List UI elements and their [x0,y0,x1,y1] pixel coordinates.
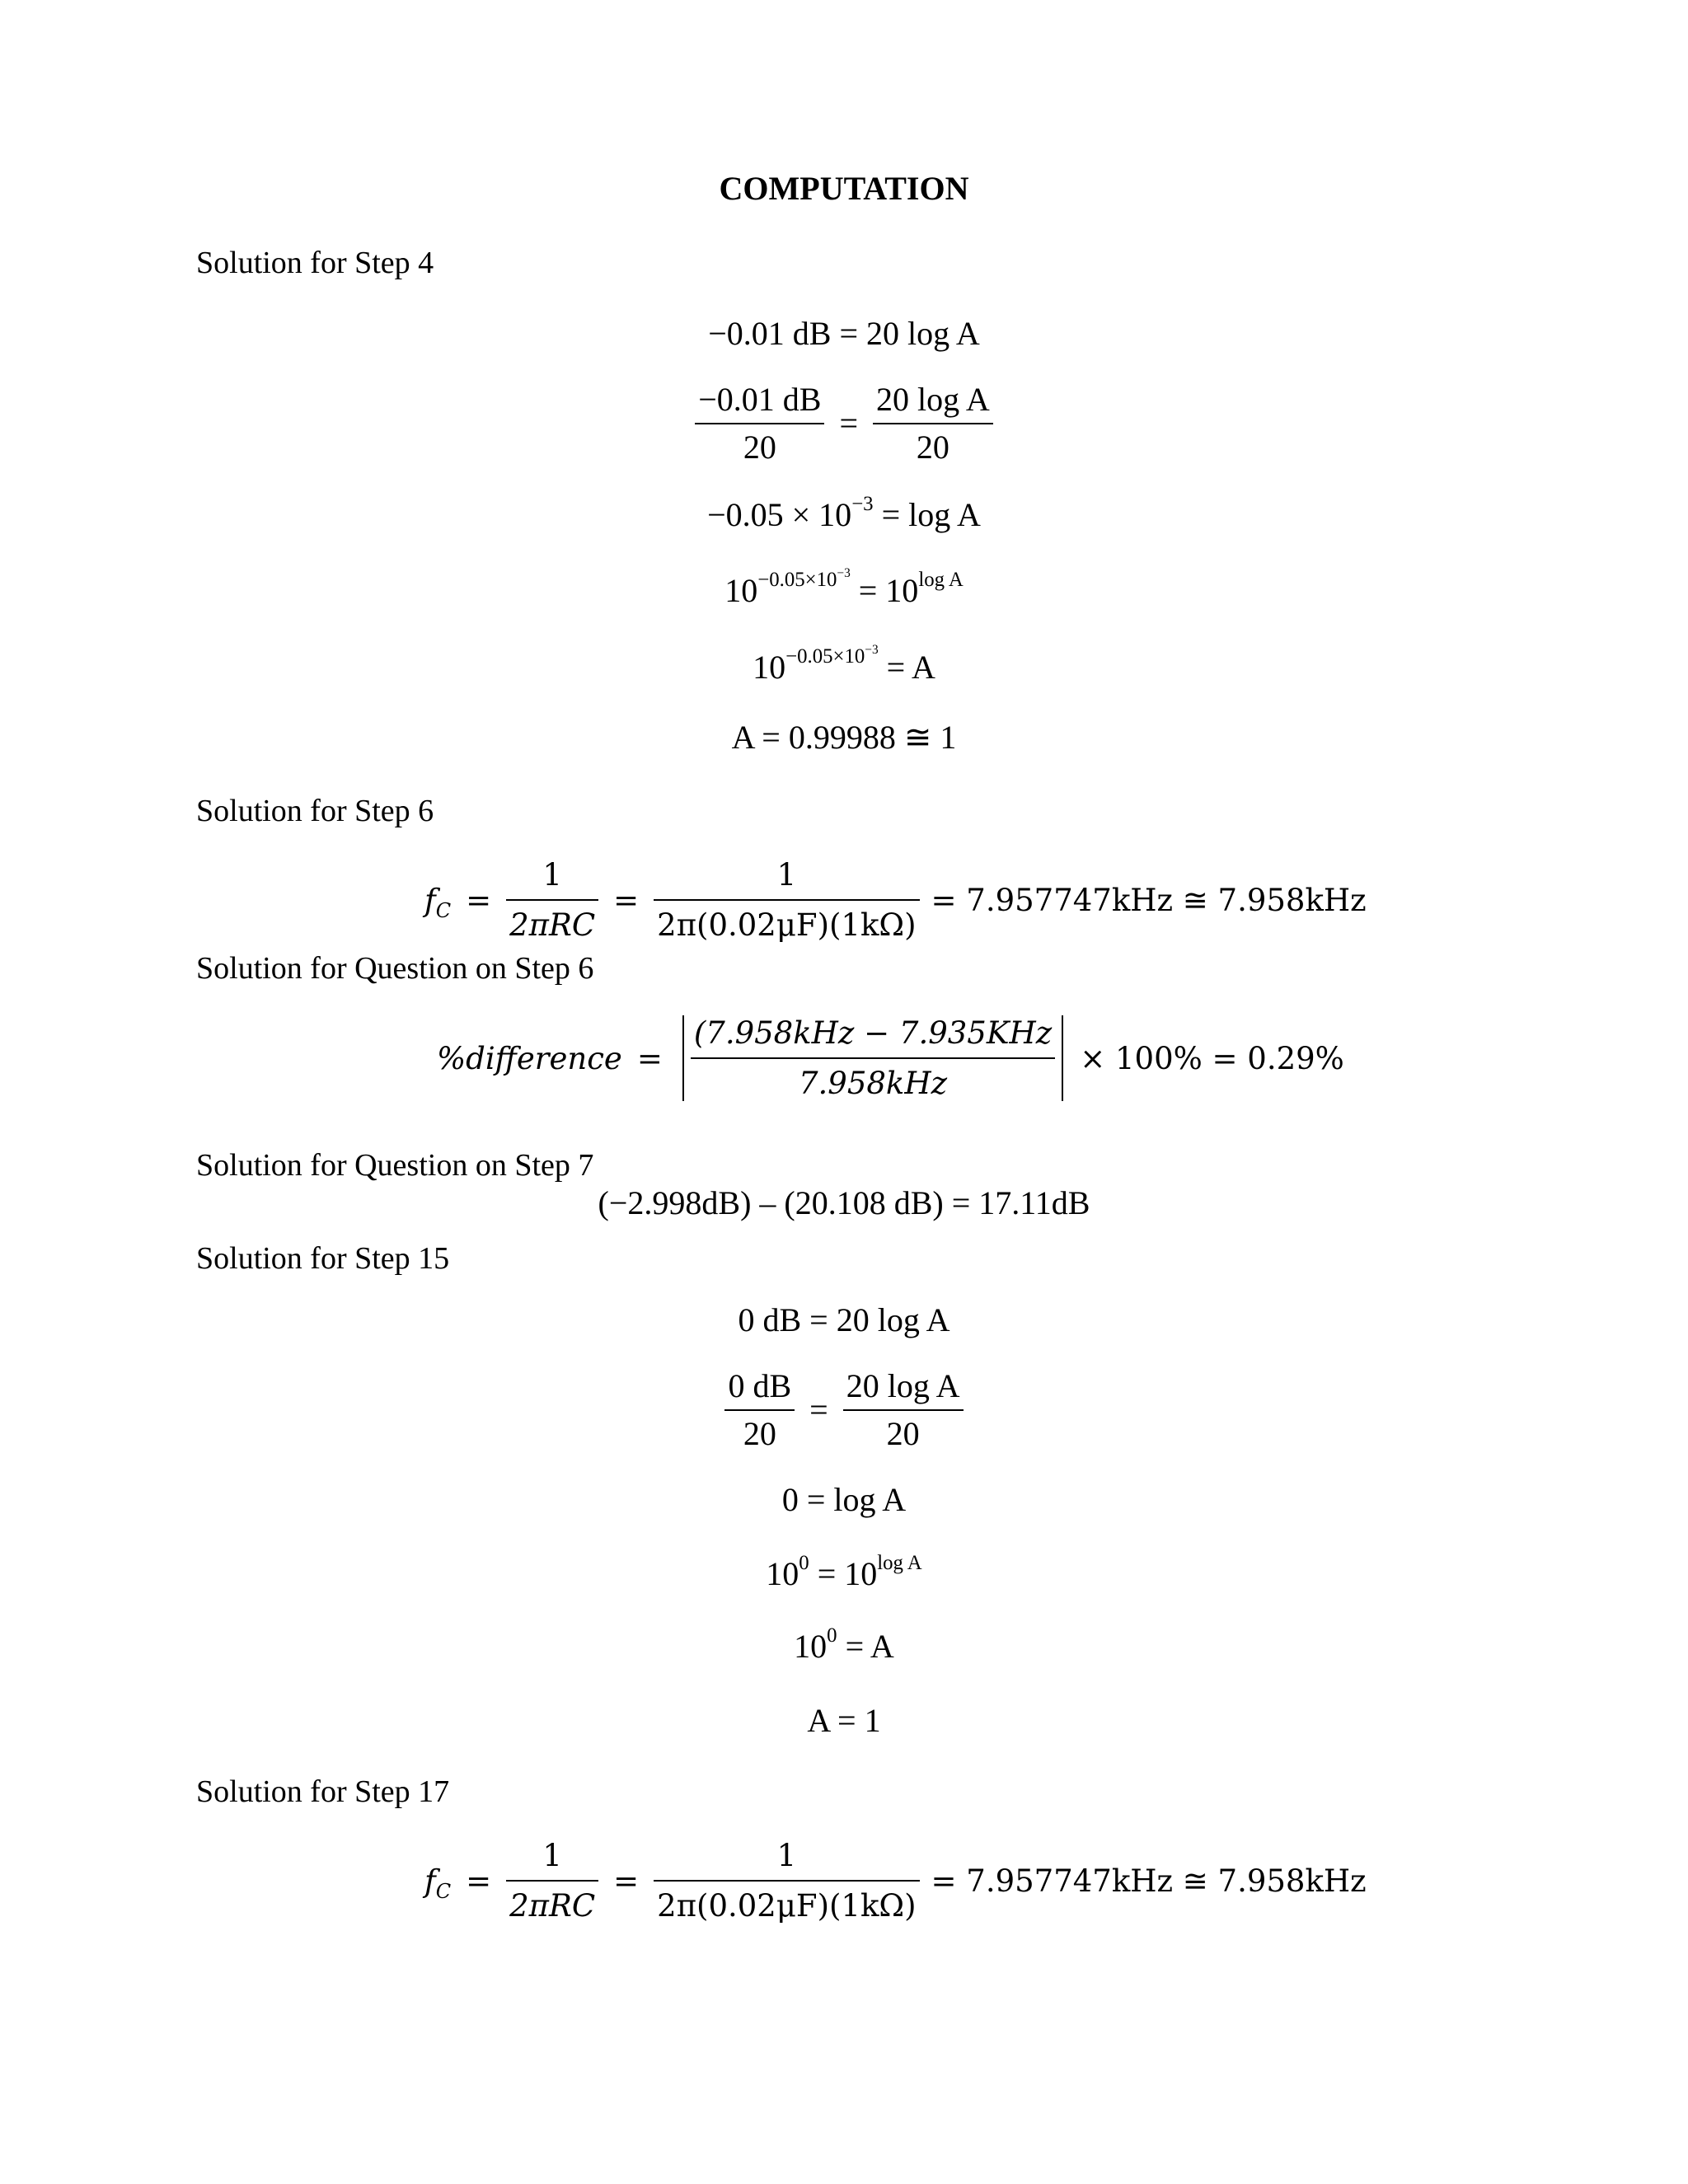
step6-cutoff-equation: $f_C$ = $\frac{1}{\text{2πRC}}$ = $\frac{1}{2\pi(0.02\mu F)(1k\Omega)}$ = 7.957747kHz ≅ 7.958kHz [424,857,1367,943]
fraction-denominator: 20 [743,429,776,466]
step15-equation-3: 0 = log A [781,1481,907,1518]
step4-equation-5: $10^{-0.05\times 10^{-3}} = A$ [753,642,935,686]
step4-equation-6: A = 0.99988 ≅ 1 [731,719,957,756]
step15-equation-1: 0 dB = 20 log A [738,1301,950,1338]
section-heading-step-17: Solution for Step 17 [196,1774,450,1809]
fraction-numerator: 20 log A [873,383,993,424]
fraction-numerator: −0.01 dB [695,383,824,424]
fraction-denominator: 20 [916,429,950,466]
q6-percent-difference-equation: %difference = $\frac{\text{(7.958kHz − 7.935KHz}}{\text{7.958kHz}}$ × 100% = 0.29% [437,1015,1344,1101]
step15-equation-5: $10^0 = A$ [794,1624,894,1665]
section-heading-step-4: Solution for Step 4 [196,246,434,280]
step15-equation-6: A = 1 [807,1702,881,1739]
step4-equation-3: $-0.05 \times 10^{-3} = \log A$ [707,493,981,533]
step17-cutoff-equation: $f_C$ = $\frac{1}{\text{2πRC}}$ = $\frac{1}{2\pi(0.02\mu F)(1k\Omega)}$ = 7.957747kHz ≅ 7.958kHz [424,1838,1367,1924]
page-title: COMPUTATION [719,170,969,207]
section-heading-question-step-6: Solution for Question on Step 6 [196,951,594,986]
step4-equation-1: −0.01 dB = 20 log A [708,315,980,352]
step15-equation-2: $\frac{0 dB}{20}$ = $\frac{\text{20 log A}}{20}$ [0,1370,1688,1451]
step4-equation-2: $\frac{-0.01 dB}{20}$ = $\frac{\text{20 log A}}{20}$ [0,383,1688,464]
section-heading-step-6: Solution for Step 6 [196,794,434,828]
section-heading-step-15: Solution for Step 15 [196,1241,450,1276]
q7-equation: (−2.998dB) – (20.108 dB) = 17.11dB [598,1184,1090,1221]
step4-equation-4: $10^{-0.05\times 10^{-3}} = 10^{log A}$ [724,565,964,609]
step15-equation-4: $10^0 = 10^{log A}$ [766,1552,922,1592]
section-heading-question-step-7: Solution for Question on Step 7 [196,1148,594,1183]
